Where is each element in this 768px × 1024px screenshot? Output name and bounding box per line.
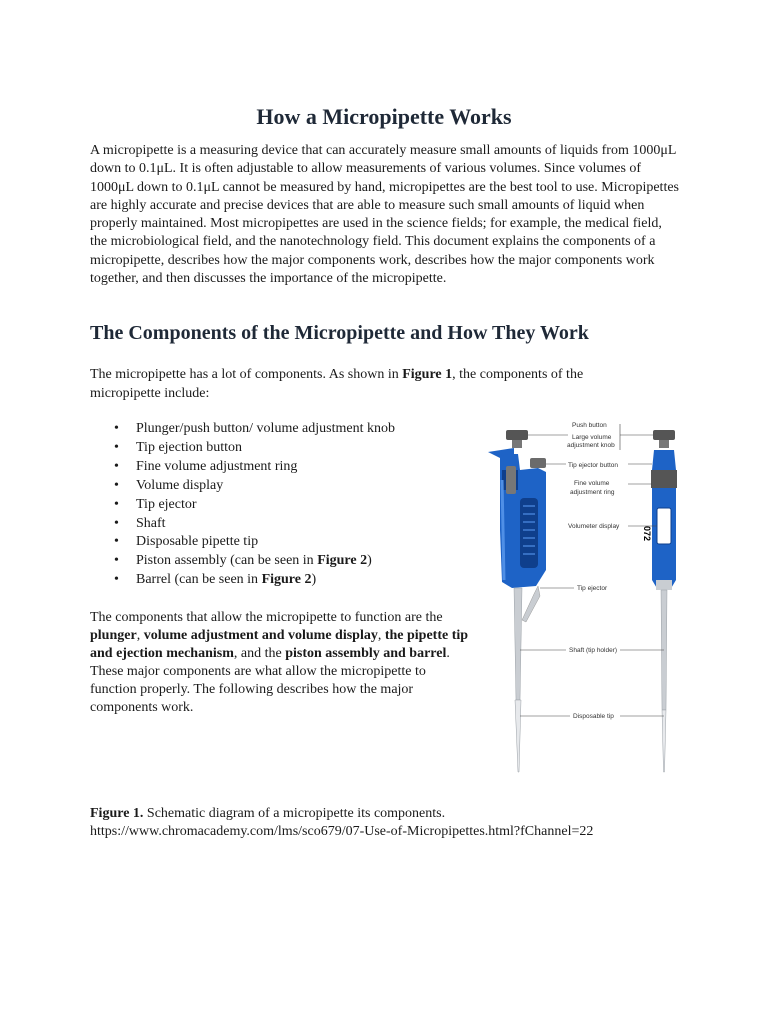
paragraph-text: . These major components are what allow the micropipette to function properly. The following describes how the major components work. xyxy=(90,646,450,715)
list-item-text: Barrel (can be seen in xyxy=(136,572,262,588)
list-item-text: Plunger/push button/ volume adjustment knob xyxy=(136,421,395,436)
disposable-tip xyxy=(515,700,521,772)
bold-term: the pipette tip and ejection mechanism xyxy=(90,628,469,661)
paragraph-text: , and the xyxy=(233,646,286,661)
list-item-text-end: ) xyxy=(311,572,317,588)
paragraph-text: , xyxy=(377,628,385,643)
components-intro-text: The micropipette has a lot of components. As shown in xyxy=(90,367,403,382)
list-item xyxy=(114,533,434,552)
fine-adjust-ring xyxy=(651,470,677,488)
components-intro-paragraph xyxy=(90,366,650,403)
function-paragraph xyxy=(90,609,475,717)
caption-text: Schematic diagram of a micropipette its components. xyxy=(143,806,446,821)
display-digits: 072 xyxy=(642,526,652,542)
list-item xyxy=(114,552,434,571)
label-fine-volume-1: Fine volume xyxy=(574,480,610,487)
pipette-front-view xyxy=(642,430,677,772)
disposable-tip xyxy=(662,710,666,772)
micropipette-diagram xyxy=(478,410,698,780)
knob-icon xyxy=(506,430,528,440)
figure-ref: Figure 2 xyxy=(317,553,368,569)
list-item-text: Disposable pipette tip xyxy=(136,534,259,550)
intro-paragraph: A micropipette is a measuring device that can accurately measure small amounts of liquids from 1000μL down to 0.1μL. It is often adjustable to allow measurements of various volumes. Since volumes of 1000μL down to 0.1μL cannot be measured by hand, micropipettes are the best tool to use. Micropipettes are highly accurate and precise devices that are able to measure such small amounts of liquid when properly maintained. Most micropipettes are used in the science fields; for example, the medical field, the microbiological field, and the nanotechnology field. This document explains the components of a micropipette, describes how the major components work, describes how the major components work together, and then discusses the importance of the micropipette. xyxy=(90,143,679,287)
list-item xyxy=(114,515,434,534)
list-item xyxy=(114,458,434,477)
list-item xyxy=(114,420,434,439)
caption-label: Figure 1. xyxy=(90,806,144,821)
list-item-text: Tip ejection button xyxy=(136,439,243,455)
tip-ejector xyxy=(522,586,540,622)
list-item xyxy=(114,496,434,515)
knob-icon xyxy=(653,430,675,440)
caption-url: https://www.chromacademy.com/lms/sco679/07-Use-of-Micropipettes.html?fChannel=22 xyxy=(90,824,594,839)
list-item xyxy=(114,571,434,590)
volume-display xyxy=(657,508,671,544)
micropipette-figure xyxy=(478,410,698,780)
components-intro-text-end: , the components of the micropipette include: xyxy=(90,367,584,401)
list-item-text-end: ) xyxy=(367,553,372,569)
plunger-rod xyxy=(512,440,522,448)
figure-ref: Figure 1 xyxy=(402,367,453,382)
label-disposable-tip: Disposable tip xyxy=(573,713,614,720)
list-item xyxy=(114,439,434,458)
label-tip-ejector: Tip ejector xyxy=(577,585,608,592)
pipette-side-view xyxy=(488,430,546,772)
label-large-volume-1: Large volume xyxy=(572,434,612,441)
bold-term: plunger xyxy=(90,628,137,643)
label-shaft: Shaft (tip holder) xyxy=(569,647,618,654)
label-fine-volume-2: adjustment ring xyxy=(570,489,615,496)
label-large-volume-2: adjustment knob xyxy=(567,442,615,449)
figure-ref: Figure 2 xyxy=(261,572,312,588)
paragraph-text: The components that allow the micropipette to function are the xyxy=(90,610,443,625)
list-item-text: Shaft xyxy=(136,515,166,531)
section-heading: The Components of the Micropipette and How They Work xyxy=(90,322,589,344)
list-item-text: Piston assembly (can be seen in xyxy=(136,553,318,569)
list-item-text: Tip ejector xyxy=(136,496,197,512)
label-volumeter-display: Volumeter display xyxy=(568,523,620,530)
page-title: How a Micropipette Works xyxy=(256,104,512,129)
list-item xyxy=(114,477,434,496)
plunger-rod xyxy=(659,440,669,448)
components-list xyxy=(114,420,434,590)
bold-term: piston assembly and barrel xyxy=(285,646,447,661)
tip-ejector-button xyxy=(530,458,546,468)
tip-ejector xyxy=(656,580,672,590)
list-item-text: Fine volume adjustment ring xyxy=(136,458,298,474)
bold-term: volume adjustment and volume display xyxy=(143,628,378,643)
label-tip-ejector-button: Tip ejector button xyxy=(568,462,618,469)
label-push-button: Push button xyxy=(572,422,607,429)
figure-caption xyxy=(90,805,730,841)
body-highlight xyxy=(502,480,504,580)
adjust-ring-metal xyxy=(506,466,516,494)
paragraph-text: , xyxy=(136,628,144,643)
list-item-text: Volume display xyxy=(136,477,224,493)
grip-panel xyxy=(520,498,538,568)
shaft xyxy=(514,588,522,700)
